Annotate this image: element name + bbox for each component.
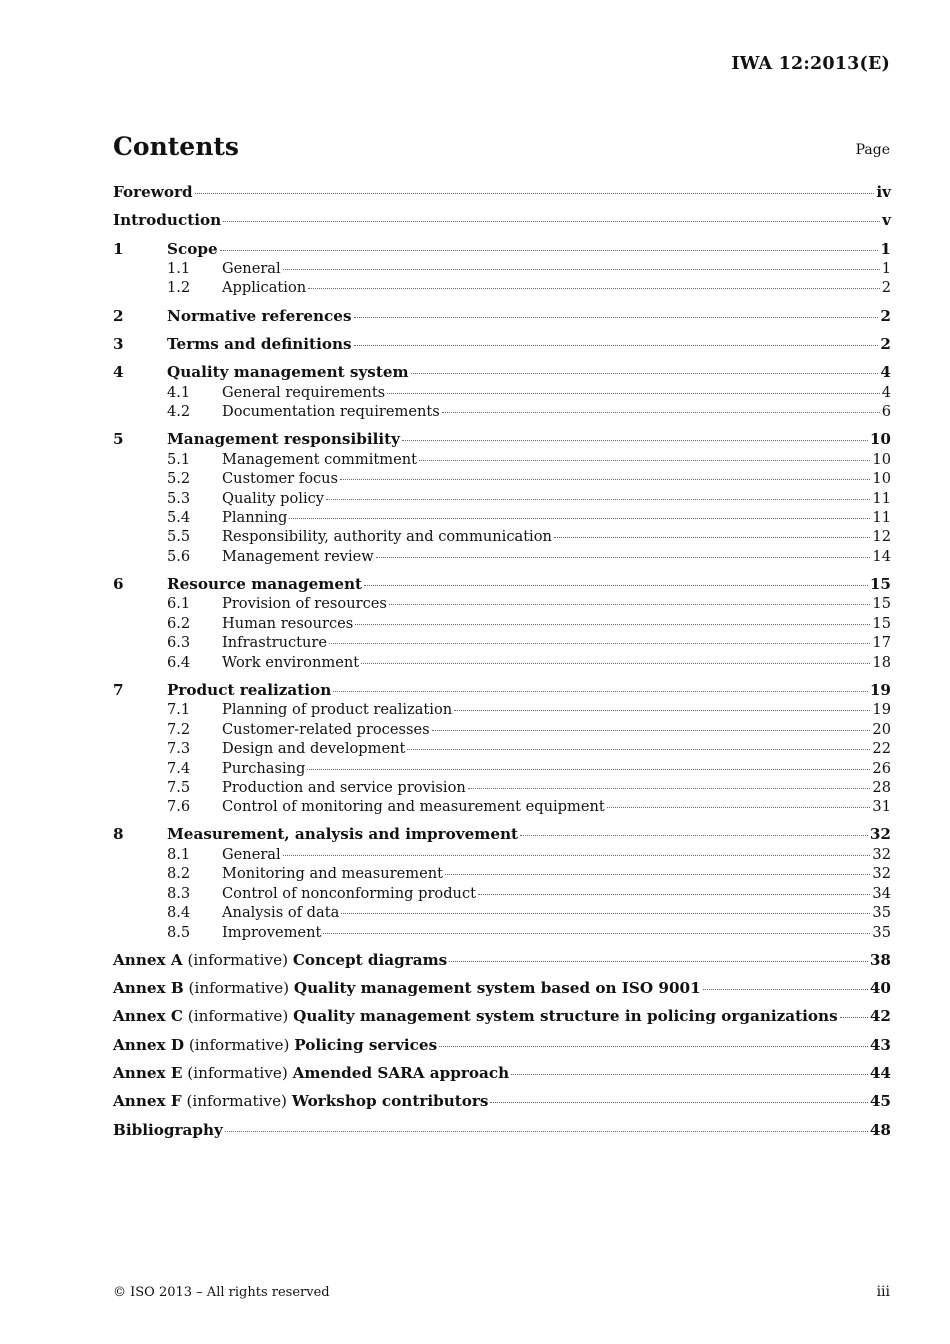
toc-subsection-7-6[interactable] xyxy=(113,797,891,816)
section-number: 4 xyxy=(113,363,124,382)
subsection-number: 5.3 xyxy=(167,489,191,507)
subsection-number: 7.5 xyxy=(167,778,191,796)
page-number: iii xyxy=(876,1284,890,1300)
subsection-page: 11 xyxy=(872,489,891,507)
subsection-page: 35 xyxy=(872,923,891,941)
section-number: 2 xyxy=(113,306,124,325)
section-title: Scope xyxy=(167,239,218,258)
annex-note: (informative) xyxy=(186,1092,287,1111)
subsection-page: 28 xyxy=(872,778,891,796)
subsection-title: General xyxy=(222,845,281,863)
subsection-title: Management commitment xyxy=(222,450,418,468)
annex-note: (informative) xyxy=(188,979,290,998)
dot-leader xyxy=(490,1102,867,1103)
toc-annex-d[interactable] xyxy=(113,1036,891,1056)
subsection-title: Quality policy xyxy=(222,489,325,507)
subsection-number: 5.4 xyxy=(167,509,191,527)
subsection-number: 7.3 xyxy=(167,740,191,758)
toc-section-3[interactable] xyxy=(113,335,891,355)
subsection-page: 20 xyxy=(872,720,891,738)
annex-note: (informative) xyxy=(187,1063,288,1082)
section-page: 19 xyxy=(869,680,891,699)
dot-leader xyxy=(220,250,879,251)
toc-subsection-7-2[interactable] xyxy=(113,720,891,739)
dot-leader xyxy=(329,643,870,644)
subsection-page: 4 xyxy=(881,383,891,401)
subsection-number: 4.2 xyxy=(167,403,191,421)
subsection-title: Provision of resources xyxy=(222,595,387,613)
subsection-title: Customer focus xyxy=(222,470,339,488)
subsection-title: Purchasing xyxy=(222,759,306,777)
annex-heading xyxy=(113,979,701,999)
subsection-page: 32 xyxy=(872,865,891,883)
toc-section-2[interactable] xyxy=(113,307,891,327)
annex-heading xyxy=(113,1064,509,1084)
dot-leader xyxy=(411,373,879,374)
toc-subsection-6-1[interactable] xyxy=(113,594,891,613)
subsection-number: 7.1 xyxy=(167,701,191,719)
annex-page: 43 xyxy=(869,1035,891,1054)
section-page: 4 xyxy=(880,363,891,382)
annex-label: Annex E xyxy=(113,1063,183,1082)
dot-leader xyxy=(511,1074,868,1075)
toc-subsection-5-2[interactable] xyxy=(113,469,891,488)
toc-section-6[interactable] xyxy=(113,575,891,595)
subsection-number: 5.2 xyxy=(167,470,191,488)
toc-subsection-8-2[interactable] xyxy=(113,864,891,883)
section-number: 3 xyxy=(113,334,124,353)
annex-page: 45 xyxy=(869,1092,891,1111)
subsection-page: 18 xyxy=(872,653,891,671)
toc-subsection-1-2[interactable] xyxy=(113,278,891,297)
subsection-page: 35 xyxy=(872,904,891,922)
toc-section-4[interactable] xyxy=(113,363,891,383)
annex-heading xyxy=(113,951,447,971)
section-title: Terms and definitions xyxy=(167,334,352,353)
toc-subsection-5-6[interactable] xyxy=(113,547,891,566)
dot-leader xyxy=(445,874,870,875)
annex-note: (informative) xyxy=(188,1035,290,1054)
subsection-page: 32 xyxy=(872,845,891,863)
subsection-title: Control of nonconforming product xyxy=(222,884,476,902)
subsection-number: 1.2 xyxy=(167,279,191,297)
section-page: 10 xyxy=(869,430,891,449)
subsection-page: 14 xyxy=(872,547,891,565)
annex-page: 38 xyxy=(869,950,891,969)
subsection-page: 19 xyxy=(872,701,891,719)
toc-subsection-7-1[interactable] xyxy=(113,700,891,719)
toc-section-5[interactable] xyxy=(113,430,891,450)
entry-page: v xyxy=(882,211,891,230)
section-title: Management responsibility xyxy=(167,430,400,449)
section-page: 15 xyxy=(869,574,891,593)
dot-leader xyxy=(442,412,880,413)
annex-note: (informative) xyxy=(187,950,288,969)
subsection-page: 34 xyxy=(872,884,891,902)
toc-subsection-5-5[interactable] xyxy=(113,527,891,546)
entry-title: Introduction xyxy=(113,211,222,230)
annex-heading xyxy=(113,1007,838,1027)
dot-leader xyxy=(376,557,871,558)
subsection-page: 17 xyxy=(872,634,891,652)
subsection-number: 7.6 xyxy=(167,798,191,816)
dot-leader xyxy=(326,499,870,500)
subsection-title: Human resources xyxy=(222,614,354,632)
subsection-number: 5.5 xyxy=(167,528,191,546)
subsection-number: 7.2 xyxy=(167,720,191,738)
annex-title: Policing services xyxy=(294,1035,438,1054)
toc-subsection-4-2[interactable] xyxy=(113,402,891,421)
dot-leader xyxy=(478,894,870,895)
dot-leader xyxy=(354,317,879,318)
dot-leader xyxy=(333,691,868,692)
annex-title: Quality management system structure in policing organizations xyxy=(293,1007,838,1026)
entry-page: iv xyxy=(876,183,891,201)
subsection-number: 1.1 xyxy=(167,260,191,278)
dot-leader xyxy=(355,624,870,625)
subsection-number: 8.5 xyxy=(167,923,191,941)
dot-leader xyxy=(283,269,880,270)
subsection-page: 10 xyxy=(872,450,891,468)
document-id: IWA 12:2013(E) xyxy=(731,54,890,74)
dot-leader xyxy=(308,288,880,289)
subsection-title: Responsibility, authority and communication xyxy=(222,528,552,546)
annex-label: Annex B xyxy=(113,979,184,998)
toc-subsection-8-5[interactable] xyxy=(113,923,891,942)
subsection-page: 12 xyxy=(872,528,891,546)
annex-title: Quality management system based on ISO 9001 xyxy=(293,979,701,998)
dot-leader xyxy=(703,989,868,990)
toc-section-1[interactable] xyxy=(113,240,891,260)
toc-subsection-8-1[interactable] xyxy=(113,845,891,864)
annex-page: 44 xyxy=(869,1063,891,1082)
subsection-number: 6.3 xyxy=(167,634,191,652)
subsection-title: General xyxy=(222,260,281,278)
dot-leader xyxy=(283,855,871,856)
toc-annex-e[interactable] xyxy=(113,1064,891,1084)
section-number: 7 xyxy=(113,680,124,699)
toc-entry-introduction[interactable] xyxy=(113,211,891,231)
subsection-page: 26 xyxy=(872,759,891,777)
subsection-title: Production and service provision xyxy=(222,778,466,796)
annex-label: Annex A xyxy=(113,950,183,969)
annex-title: Amended SARA approach xyxy=(292,1063,510,1082)
toc-subsection-1-1[interactable] xyxy=(113,259,891,278)
subsection-number: 5.1 xyxy=(167,450,191,468)
toc-subsection-4-1[interactable] xyxy=(113,383,891,402)
subsection-page: 11 xyxy=(872,509,891,527)
toc-subsection-7-3[interactable] xyxy=(113,739,891,758)
dot-leader xyxy=(419,460,870,461)
section-number: 8 xyxy=(113,825,124,844)
subsection-number: 7.4 xyxy=(167,759,191,777)
toc-subsection-6-2[interactable] xyxy=(113,614,891,633)
dot-leader xyxy=(389,604,871,605)
copyright-notice: © ISO 2013 – All rights reserved xyxy=(113,1285,330,1300)
table-of-contents xyxy=(113,183,891,1140)
entry-page: 48 xyxy=(869,1120,891,1139)
subsection-title: General requirements xyxy=(222,383,386,401)
dot-leader xyxy=(607,807,871,808)
subsection-title: Monitoring and measurement xyxy=(222,865,443,883)
section-title: Product realization xyxy=(167,680,332,699)
dot-leader xyxy=(225,1131,868,1132)
subsection-title: Analysis of data xyxy=(222,904,340,922)
subsection-number: 8.3 xyxy=(167,884,191,902)
subsection-title: Application xyxy=(222,279,307,297)
subsection-title: Planning of product realization xyxy=(222,701,453,719)
toc-annex-c[interactable] xyxy=(113,1007,891,1027)
dot-leader xyxy=(439,1046,868,1047)
page-column-label: Page xyxy=(855,142,890,158)
dot-leader xyxy=(520,835,868,836)
dot-leader xyxy=(341,913,870,914)
toc-annex-a[interactable] xyxy=(113,951,891,971)
page-title: Contents xyxy=(113,132,240,161)
dot-leader xyxy=(407,749,870,750)
annex-heading xyxy=(113,1092,488,1112)
annex-page: 40 xyxy=(869,979,891,998)
annex-title: Concept diagrams xyxy=(292,950,448,969)
toc-subsection-5-4[interactable] xyxy=(113,508,891,527)
annex-label: Annex D xyxy=(113,1035,185,1054)
subsection-page: 15 xyxy=(872,614,891,632)
dot-leader xyxy=(554,537,871,538)
dot-leader xyxy=(289,518,870,519)
subsection-title: Work environment xyxy=(222,653,360,671)
subsection-title: Documentation requirements xyxy=(222,403,440,421)
section-page: 1 xyxy=(880,239,891,258)
subsection-page: 2 xyxy=(881,279,891,297)
section-page: 2 xyxy=(880,334,891,353)
toc-entry-bibliography[interactable] xyxy=(113,1121,891,1141)
dot-leader xyxy=(323,933,870,934)
annex-note: (informative) xyxy=(187,1007,289,1026)
annex-label: Annex F xyxy=(113,1092,182,1111)
dot-leader xyxy=(387,393,880,394)
subsection-title: Management review xyxy=(222,547,374,565)
subsection-number: 4.1 xyxy=(167,383,191,401)
annex-heading xyxy=(113,1036,437,1056)
subsection-title: Design and development xyxy=(222,740,406,758)
subsection-page: 22 xyxy=(872,740,891,758)
subsection-title: Control of monitoring and measurement equipment xyxy=(222,798,605,816)
subsection-number: 5.6 xyxy=(167,547,191,565)
dot-leader xyxy=(449,961,868,962)
toc-subsection-6-4[interactable] xyxy=(113,653,891,672)
subsection-page: 10 xyxy=(872,470,891,488)
entry-title: Foreword xyxy=(113,183,193,201)
dot-leader xyxy=(402,440,868,441)
toc-subsection-5-1[interactable] xyxy=(113,450,891,469)
dot-leader xyxy=(454,710,870,711)
subsection-number: 8.1 xyxy=(167,845,191,863)
toc-section-7[interactable] xyxy=(113,681,891,701)
dot-leader xyxy=(432,730,871,731)
subsection-number: 6.1 xyxy=(167,595,191,613)
subsection-page: 1 xyxy=(881,260,891,278)
section-title: Normative references xyxy=(167,306,352,325)
subsection-title: Infrastructure xyxy=(222,634,328,652)
dot-leader xyxy=(361,663,870,664)
toc-annex-b[interactable] xyxy=(113,979,891,999)
subsection-page: 15 xyxy=(872,595,891,613)
section-number: 6 xyxy=(113,574,124,593)
subsection-number: 6.2 xyxy=(167,614,191,632)
section-title: Quality management system xyxy=(167,363,409,382)
toc-subsection-8-4[interactable] xyxy=(113,903,891,922)
toc-subsection-6-3[interactable] xyxy=(113,633,891,652)
dot-leader xyxy=(364,585,868,586)
annex-page: 42 xyxy=(869,1007,891,1026)
subsection-title: Improvement xyxy=(222,923,322,941)
dot-leader xyxy=(223,221,880,222)
section-number: 1 xyxy=(113,239,124,258)
section-title: Measurement, analysis and improvement xyxy=(167,825,519,844)
section-page: 2 xyxy=(880,306,891,325)
section-number: 5 xyxy=(113,430,124,449)
toc-subsection-7-4[interactable] xyxy=(113,759,891,778)
subsection-page: 31 xyxy=(872,798,891,816)
subsection-title: Customer-related processes xyxy=(222,720,430,738)
toc-annex-f[interactable] xyxy=(113,1092,891,1112)
toc-section-8[interactable] xyxy=(113,825,891,845)
section-page: 32 xyxy=(869,825,891,844)
toc-subsection-7-5[interactable] xyxy=(113,778,891,797)
dot-leader xyxy=(840,1017,868,1018)
subsection-page: 6 xyxy=(881,403,891,421)
annex-title: Workshop contributors xyxy=(291,1092,489,1111)
subsection-number: 8.2 xyxy=(167,865,191,883)
dot-leader xyxy=(468,788,871,789)
toc-entry-foreword[interactable] xyxy=(113,183,891,203)
dot-leader xyxy=(340,479,870,480)
toc-subsection-5-3[interactable] xyxy=(113,489,891,508)
dot-leader xyxy=(354,345,879,346)
dot-leader xyxy=(195,193,875,194)
subsection-title: Planning xyxy=(222,509,288,527)
toc-subsection-8-3[interactable] xyxy=(113,884,891,903)
annex-label: Annex C xyxy=(113,1007,183,1026)
entry-title: Bibliography xyxy=(113,1120,223,1139)
dot-leader xyxy=(307,769,870,770)
subsection-number: 8.4 xyxy=(167,904,191,922)
subsection-number: 6.4 xyxy=(167,653,191,671)
section-title: Resource management xyxy=(167,574,363,593)
